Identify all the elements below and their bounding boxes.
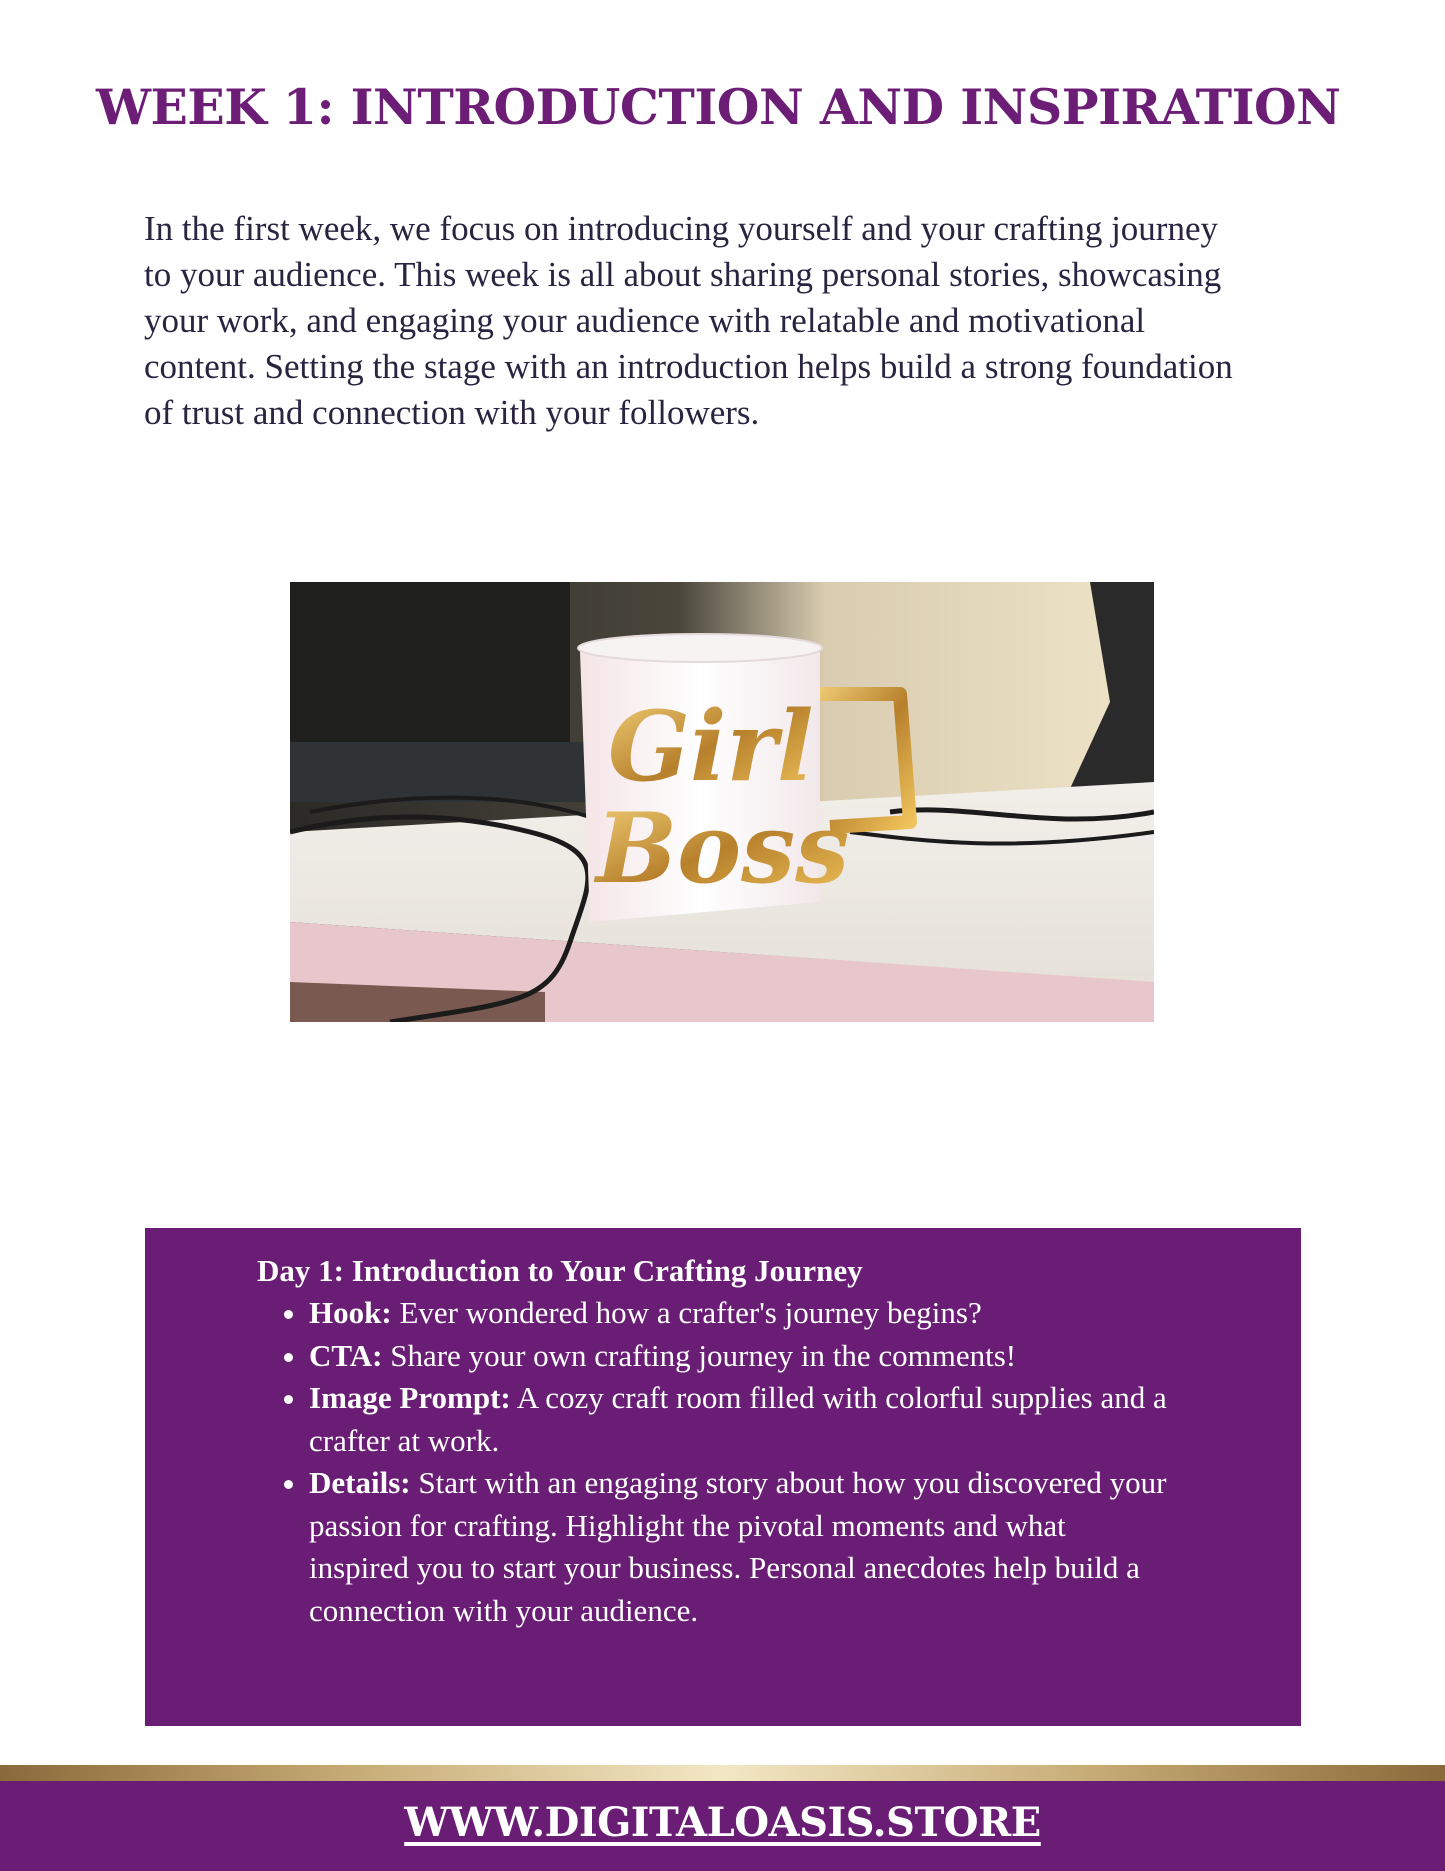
mug-text-line1: Girl [608,690,814,803]
page-title: WEEK 1: INTRODUCTION AND INSPIRATION [96,78,1341,136]
website-link[interactable]: WWW.DIGITALOASIS.STORE [404,1799,1041,1846]
day-1-panel [145,1228,1301,1726]
list-item-cta [309,1335,1169,1378]
gold-divider [0,1765,1445,1781]
list-item-image-prompt [309,1377,1169,1462]
cta-label: CTA: [309,1337,383,1373]
intro-paragraph: In the first week, we focus on introducing yourself and your crafting journey to your audience. This week is all about sharing personal stories, showcasing your work, and engaging your audience with relatable and motivational content. Setting the stage with an introduction helps build a strong foundation of trust and connection with your followers. [144,209,1233,432]
details-text: Start with an engaging story about how you discovered your passion for crafting. Highlight the pivotal moments and what inspired you to start your business. Personal anecdotes help build a connection with your audience. [309,1465,1167,1628]
list-item-hook [309,1292,1169,1335]
mug-photo [290,582,1154,1022]
mug-photo-illustration [290,582,1154,1022]
details-label: Details: [309,1465,411,1500]
cta-text: Share your own crafting journey in the comments! [382,1337,1017,1373]
hook-label: Hook: [309,1295,392,1330]
mug-text-line2: Boss [596,792,850,905]
hook-text: Ever wondered how a crafter's journey begins? [391,1295,982,1330]
image-prompt-text: A cozy craft room filled with colorful supplies and a crafter at work. [309,1380,1167,1458]
footer [0,1781,1445,1871]
day-1-title: Day 1: Introduction to Your Crafting Journey [257,1253,863,1288]
list-item-details [309,1462,1169,1632]
day-1-list [257,1292,1169,1632]
image-prompt-label: Image Prompt: [309,1380,511,1415]
